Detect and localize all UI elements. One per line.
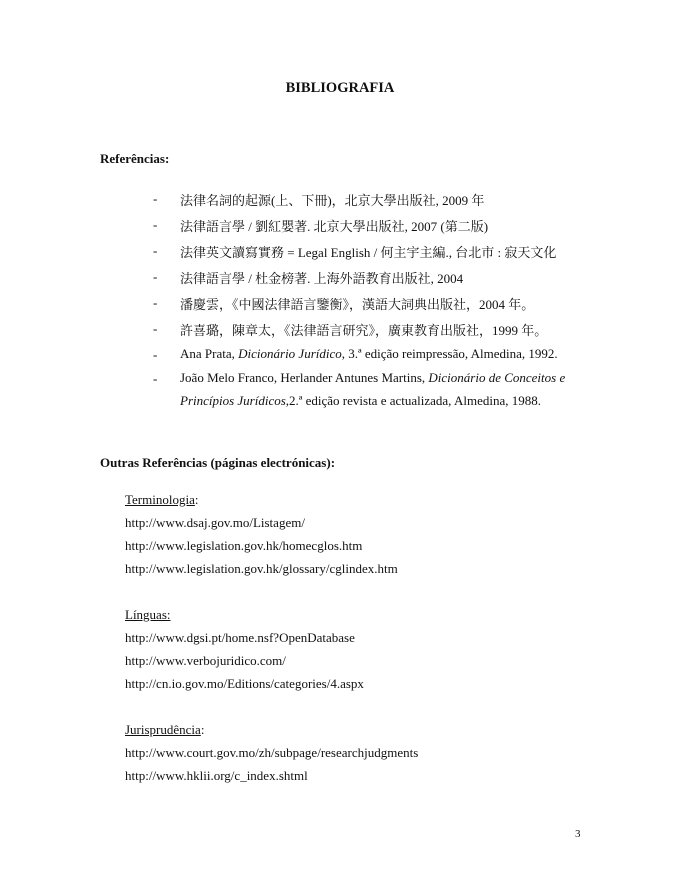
reference-title: Dicionário de Conceitos e <box>428 370 566 385</box>
reference-link[interactable]: http://www.legislation.gov.hk/homecglos.htm <box>125 538 363 553</box>
terminology-label: Terminologia <box>125 492 195 507</box>
subsection-label <box>125 492 198 508</box>
other-references-heading: Outras Referências (páginas electrónicas): <box>100 455 336 470</box>
reference-link[interactable]: http://www.verbojuridico.com/ <box>125 653 286 668</box>
reference-link[interactable]: http://www.hklii.org/c_index.shtml <box>125 768 308 783</box>
bullet-dash: - <box>153 321 158 336</box>
reference-text: 法律語言學 / 劉紅嬰著. 北京大學出版社, 2007 (第二版) <box>180 219 489 234</box>
reference-text: 許喜璐，陳章太，《法律語言研究》，廣東教育出版社，1999 年。 <box>180 323 548 338</box>
page-number: 3 <box>575 828 581 840</box>
reference-text: 法律語言學 / 杜金榜著. 上海外語教育出版社, 2004 <box>180 271 464 286</box>
bullet-dash: - <box>153 347 158 362</box>
reference-text-continuation <box>180 393 541 409</box>
references-heading: Referências: <box>100 151 170 166</box>
languages-label: Línguas: <box>125 607 171 622</box>
reference-title: Princípios Jurídicos <box>180 393 286 408</box>
reference-details: ,2.ª edição revista e actualizada, Almedina, 1988. <box>285 393 541 408</box>
page-title: BIBLIOGRAFIA <box>285 80 395 96</box>
label-colon: : <box>200 722 205 737</box>
label-colon: : <box>194 492 199 507</box>
reference-text: 法律名詞的起源(上、下冊)，北京大學出版社, 2009 年 <box>180 193 485 208</box>
reference-link[interactable]: http://www.court.gov.mo/zh/subpage/researchjudgments <box>125 745 419 760</box>
bullet-dash: - <box>153 295 158 310</box>
bullet-dash: - <box>153 243 158 258</box>
reference-author: João Melo Franco, Herlander Antunes Martins, <box>180 370 429 385</box>
reference-text: 法律英文讀寫實務 = Legal English / 何主宇主編., 台北市 : 寂天文化 <box>180 245 557 260</box>
subsection-label <box>125 607 171 623</box>
bullet-dash: - <box>153 269 158 284</box>
reference-link[interactable]: http://www.dsaj.gov.mo/Listagem/ <box>125 515 305 530</box>
reference-text: 潘慶雲，《中國法律語言鑒衡》，漢語大詞典出版社，2004 年。 <box>180 297 535 312</box>
reference-details: , 3.ª edição reimpressão, Almedina, 1992. <box>341 346 558 361</box>
reference-link[interactable]: http://cn.io.gov.mo/Editions/categories/4.aspx <box>125 676 364 691</box>
reference-text <box>180 346 558 362</box>
reference-link[interactable]: http://www.dgsi.pt/home.nsf?OpenDatabase <box>125 630 355 645</box>
jurisprudence-label: Jurisprudência <box>125 722 201 737</box>
reference-title: Dicionário Jurídico <box>238 346 342 361</box>
reference-link[interactable]: http://www.legislation.gov.hk/glossary/cglindex.htm <box>125 561 398 576</box>
reference-author: Ana Prata, <box>180 346 239 361</box>
subsection-label <box>125 722 204 738</box>
bullet-dash: - <box>153 191 158 206</box>
bullet-dash: - <box>153 371 158 386</box>
bullet-dash: - <box>153 217 158 232</box>
reference-text <box>180 370 565 386</box>
